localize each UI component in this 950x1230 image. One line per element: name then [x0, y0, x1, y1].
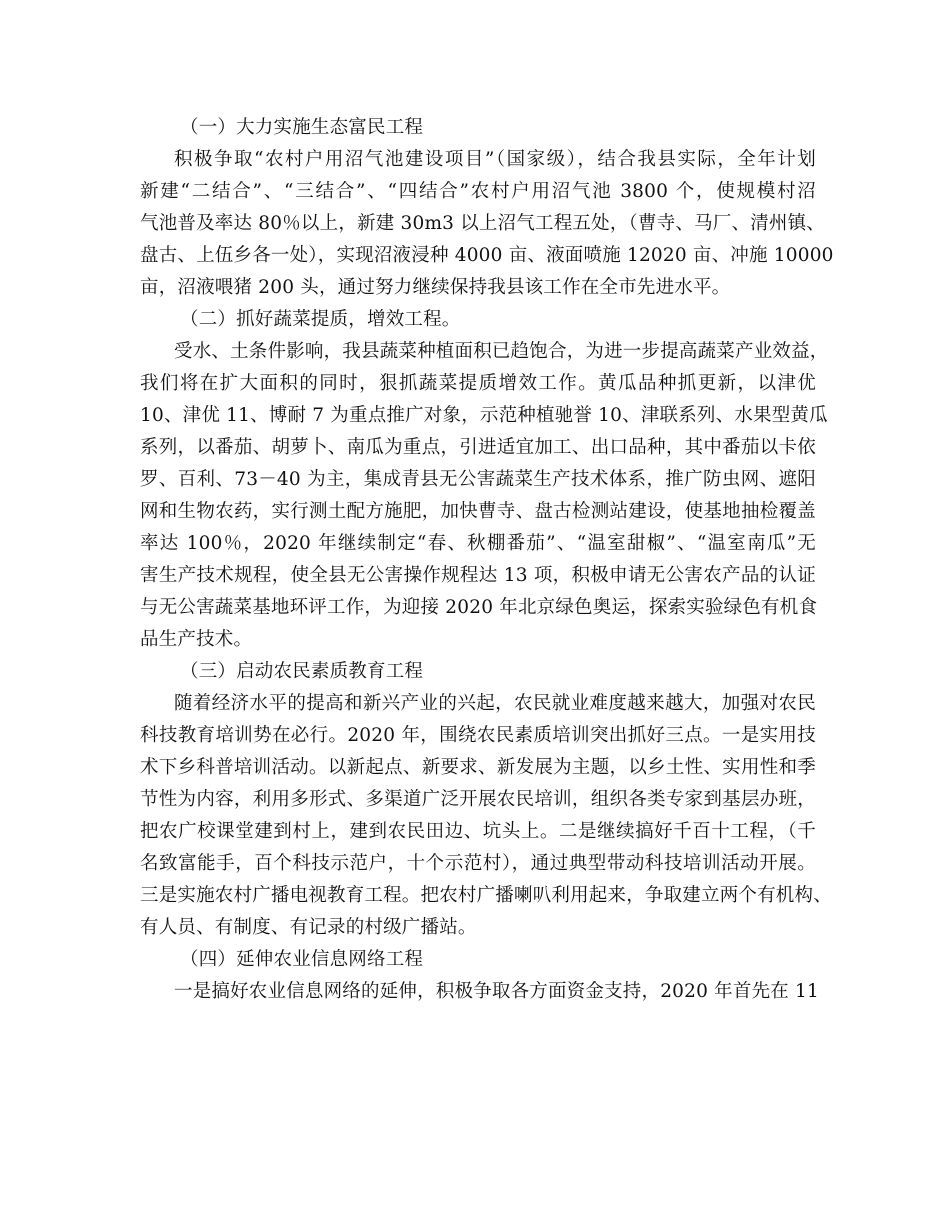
paragraph-line: 新建“二结合”、“三结合”、“四结合”农村户用沼气池 3800 个，使规模村沼	[140, 181, 816, 202]
paragraph-line: 有人员、有制度、有记录的村级广播站。	[140, 917, 477, 938]
section-3	[140, 656, 832, 944]
section-2	[140, 304, 829, 656]
paragraph-line: 害生产技术规程，使全县无公害操作规程达 13 项，积极申请无公害农产品的认证	[140, 565, 816, 586]
paragraph-line: 科技教育培训势在必行。2020 年，围绕农民素质培训突出抓好三点。一是实用技	[140, 725, 816, 746]
paragraph-line: 术下乡科普培训活动。以新起点、新要求、新发展为主题，以乡土性、实用性和季	[140, 757, 816, 778]
paragraph-line: 我们将在扩大面积的同时，狠抓蔬菜提质增效工作。黄瓜品种抓更新，以津优	[140, 373, 816, 394]
paragraph-line: 10、津优 11、博耐 7 为重点推广对象，示范种植驰誉 10、津联系列、水果型黄瓜	[140, 405, 828, 426]
paragraph-line: 亩，沼液喂猪 200 头，通过努力继续保持我县该工作在全市先进水平。	[140, 277, 731, 298]
section-heading: （一）大力实施生态富民工程	[180, 117, 424, 138]
paragraph-line: 受水、土条件影响，我县蔬菜种植面积已趋饱合，为进一步提高蔬菜产业效益，	[174, 341, 829, 362]
paragraph-line: 节性为内容，利用多形式、多渠道广泛开展农民培训，组织各类专家到基层办班，	[140, 789, 816, 810]
document-page	[140, 112, 834, 1008]
paragraph-line: 罗、百利、73－40 为主，集成青县无公害蔬菜生产技术体系，推广防虫网、遮阳	[140, 469, 816, 490]
paragraph-line: 一是搞好农业信息网络的延伸，积极争取各方面资金支持，2020 年首先在 11	[174, 981, 819, 1002]
paragraph-line: 名致富能手，百个科技示范户，十个示范村），通过典型带动科技培训活动开展。	[140, 853, 816, 874]
paragraph-line: 把农广校课堂建到村上，建到农民田边、坑头上。二是继续搞好千百十工程，（千	[140, 821, 816, 842]
paragraph-line: 随着经济水平的提高和新兴产业的兴起，农民就业难度越来越大，加强对农民	[174, 693, 816, 714]
section-heading: （四）延伸农业信息网络工程	[180, 949, 424, 970]
section-heading: （三）启动农民素质教育工程	[180, 661, 424, 682]
paragraph-line: 率达 100％，2020 年继续制定“春、秋棚番茄”、“温室甜椒”、“温室南瓜”无	[140, 533, 816, 554]
section-heading: （二）抓好蔬菜提质，增效工程。	[180, 309, 461, 330]
section-4	[140, 944, 819, 1008]
section-1	[140, 112, 834, 304]
paragraph-line: 积极争取“农村户用沼气池建设项目”（国家级），结合我县实际，全年计划	[174, 149, 816, 170]
paragraph-line: 系列，以番茄、胡萝卜、南瓜为重点，引进适宜加工、出口品种，其中番茄以卡依	[140, 437, 816, 458]
paragraph-line: 与无公害蔬菜基地环评工作，为迎接 2020 年北京绿色奥运，探索实验绿色有机食	[140, 597, 818, 618]
paragraph-line: 盘古、上伍乡各一处），实现沼液浸种 4000 亩、液面喷施 12020 亩、冲施 10000	[140, 245, 834, 266]
paragraph-line: 品生产技术。	[140, 629, 253, 650]
paragraph-line: 气池普及率达 80％以上，新建 30m3 以上沼气工程五处，（曹寺、马厂、清州镇、	[140, 213, 825, 234]
paragraph-line: 三是实施农村广播电视教育工程。把农村广播喇叭利用起来，争取建立两个有机构、	[140, 885, 832, 906]
paragraph-line: 网和生物农药，实行测土配方施肥，加快曹寺、盘古检测站建设，使基地抽检覆盖	[140, 501, 816, 522]
